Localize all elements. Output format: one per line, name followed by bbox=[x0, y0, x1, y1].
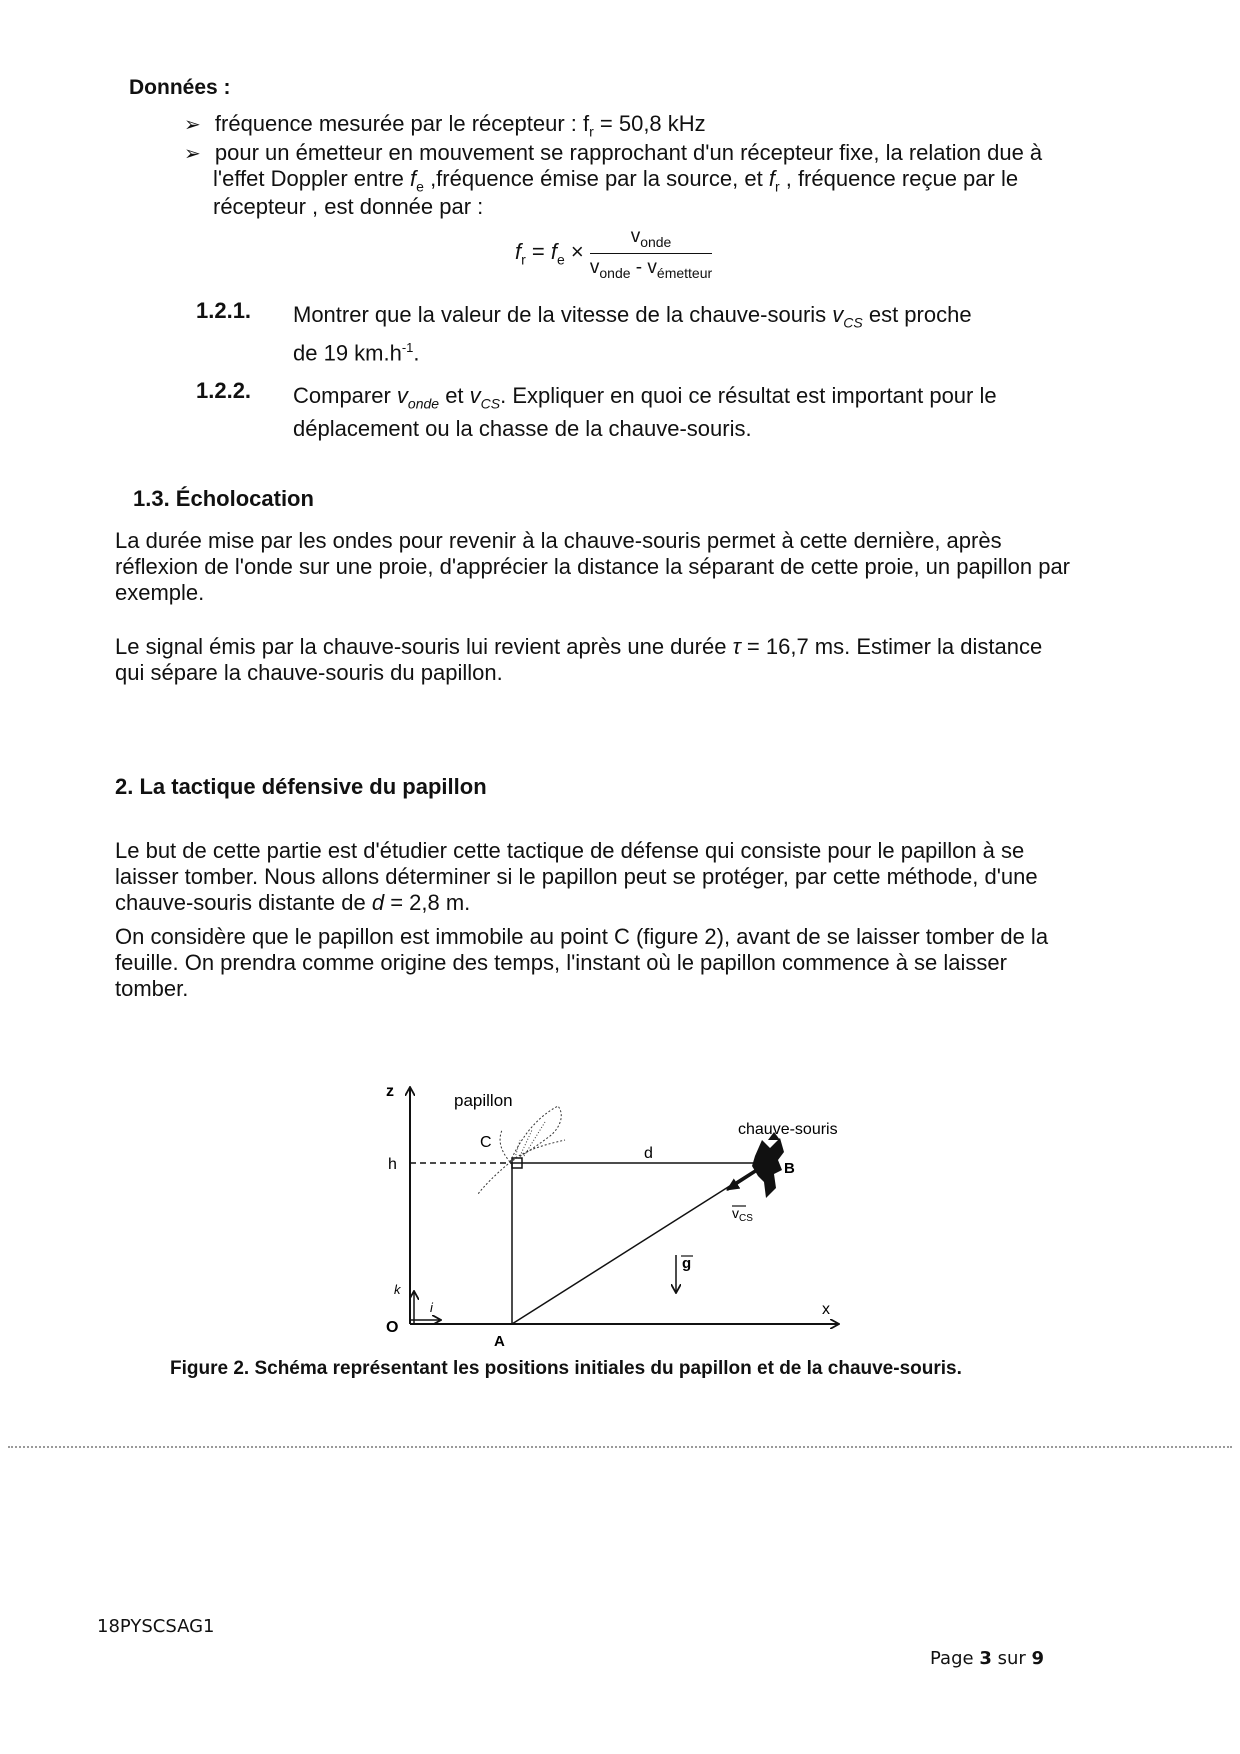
section-13-para-2 bbox=[115, 634, 1125, 686]
label-chauve-souris: chauve-souris bbox=[738, 1121, 838, 1138]
bullet-2-text-a: l'effet Doppler entre bbox=[213, 166, 411, 191]
label-i: i bbox=[430, 1300, 433, 1315]
bullet-2-line-1: pour un émetteur en mouvement se rapprochant d'un récepteur fixe, la relation due à bbox=[214, 140, 1043, 165]
formula-rhs-sub: e bbox=[557, 251, 565, 268]
doppler-formula bbox=[515, 226, 712, 281]
label-g: g bbox=[682, 1255, 692, 1272]
fr-sub: r bbox=[774, 178, 780, 195]
q122-text-c: . Expliquer en quoi ce résultat est important pour le bbox=[500, 383, 997, 408]
s2-p1-line-1: Le but de cette partie est d'étudier cette tactique de défense qui consiste pour le papillon à se bbox=[115, 838, 1025, 863]
label-d: d bbox=[644, 1145, 653, 1162]
footer-page-mid: sur bbox=[991, 1648, 1032, 1669]
bullet-2-line-3: récepteur , est donnée par : bbox=[213, 194, 484, 220]
section-2-para-1 bbox=[115, 838, 1120, 916]
formula-denominator bbox=[590, 254, 712, 281]
figure-2-caption: Figure 2. Schéma représentant les positions initiales du papillon et de la chauve-souris. bbox=[170, 1358, 962, 1379]
arrow-bullet-icon: ➢ bbox=[184, 141, 201, 165]
footer-code: 18PYSCSAG1 bbox=[97, 1616, 215, 1637]
s13-p1-line-2: réflexion de l'onde sur une proie, d'apprécier la distance la séparant de cette proie, un papillon par bbox=[115, 554, 1071, 579]
s13-p1-line-1: La durée mise par les ondes pour revenir à la chauve-souris permet à cette dernière, après bbox=[115, 528, 1002, 553]
label-vcs-sub: CS bbox=[739, 1213, 753, 1224]
figure-2-diagram bbox=[360, 1070, 880, 1350]
bullet-2-text-b: ,fréquence émise par la source, et bbox=[423, 166, 769, 191]
bullet-1-text: fréquence mesurée par le récepteur : f bbox=[214, 111, 590, 136]
q122-text-b: et bbox=[439, 383, 470, 408]
bullet-2-line-2 bbox=[213, 166, 1134, 194]
donnees-title: Données : bbox=[129, 76, 231, 99]
s13-p2-line-2: qui sépare la chauve-souris du papillon. bbox=[115, 660, 503, 685]
s13-p2-text-b: = 16,7 ms. Estimer la distance bbox=[740, 634, 1043, 659]
den-v1: v bbox=[589, 256, 600, 278]
q122-v2: v bbox=[469, 383, 481, 408]
q121-line-2 bbox=[293, 335, 1128, 366]
q122-line-2: déplacement ou la chasse de la chauve-souris. bbox=[293, 416, 752, 442]
q121-line-2-end: . bbox=[413, 340, 420, 366]
line-a-b bbox=[512, 1170, 755, 1324]
q121-v-sub: CS bbox=[843, 314, 863, 331]
q121-text-b: est proche bbox=[862, 302, 972, 327]
bullet-2 bbox=[184, 140, 1134, 220]
footer-page-num: 3 bbox=[979, 1648, 992, 1669]
bullet-1 bbox=[184, 111, 706, 139]
formula-lhs-f: f bbox=[515, 239, 522, 265]
label-papillon: papillon bbox=[454, 1091, 513, 1110]
q122-v2-sub: CS bbox=[480, 395, 501, 412]
fe-sub: e bbox=[416, 178, 424, 195]
formula-lhs-sub: r bbox=[521, 251, 526, 268]
q121-v: v bbox=[832, 302, 844, 327]
q121-sup: -1 bbox=[401, 340, 414, 356]
label-x: x bbox=[822, 1301, 830, 1318]
section-2-title: 2. La tactique défensive du papillon bbox=[115, 774, 487, 799]
label-vcs bbox=[732, 1205, 753, 1224]
tau-symbol: τ bbox=[732, 634, 741, 659]
q122-line-1 bbox=[293, 383, 1128, 416]
q121-text-a: Montrer que la valeur de la vitesse de la chauve-souris bbox=[293, 302, 833, 327]
label-a: A bbox=[494, 1333, 505, 1350]
q121-line-2-text: de 19 km.h bbox=[293, 340, 402, 366]
num-v: v bbox=[630, 226, 641, 247]
label-vcs-v: v bbox=[732, 1205, 739, 1221]
formula-fraction bbox=[590, 226, 712, 281]
fr-symbol: f bbox=[768, 166, 775, 191]
s2-p1-text-a: chauve-souris distante de bbox=[115, 890, 372, 915]
q121-text bbox=[293, 302, 1128, 367]
formula-times: × bbox=[564, 239, 590, 265]
q122-v1: v bbox=[396, 383, 408, 408]
s2-p1-text-b: = 2,8 m. bbox=[384, 890, 471, 915]
section-13-para-1 bbox=[115, 528, 1125, 606]
den-minus: - bbox=[630, 256, 648, 278]
footer-page-total: 9 bbox=[1031, 1648, 1045, 1669]
footer-page-prefix: Page bbox=[930, 1648, 980, 1669]
bullet-2-text-c: , fréquence reçue par le bbox=[779, 166, 1019, 191]
label-z: z bbox=[386, 1083, 394, 1100]
vcs-vector bbox=[727, 1170, 758, 1190]
s13-p2-line-1 bbox=[115, 634, 1125, 660]
bullet-1-sub: r bbox=[589, 123, 594, 140]
label-b: B bbox=[784, 1160, 795, 1177]
section-13-title: 1.3. Écholocation bbox=[133, 486, 314, 511]
q122-number: 1.2.2. bbox=[196, 378, 252, 403]
label-c: C bbox=[480, 1134, 492, 1151]
label-k: k bbox=[394, 1282, 401, 1297]
q122-v1-sub: onde bbox=[407, 395, 440, 412]
s2-p2-line-1: On considère que le papillon est immobile au point C (figure 2), avant de se laisser tomber de la bbox=[115, 924, 1049, 949]
footer-page bbox=[930, 1648, 1044, 1669]
d-symbol: d bbox=[371, 890, 385, 915]
dotted-separator bbox=[8, 1446, 1232, 1448]
label-h: h bbox=[388, 1156, 397, 1173]
den-sub1: onde bbox=[599, 264, 631, 281]
den-sub2: émetteur bbox=[656, 264, 713, 281]
den-v2: v bbox=[647, 256, 657, 278]
q121-number: 1.2.1. bbox=[196, 298, 252, 323]
formula-eq: = bbox=[525, 239, 551, 265]
chauve-souris-silhouette bbox=[752, 1132, 784, 1198]
label-o: O bbox=[386, 1319, 399, 1336]
formula-rhs-f: f bbox=[550, 239, 557, 265]
q122-text-a: Comparer bbox=[293, 383, 397, 408]
fe-symbol: f bbox=[410, 166, 417, 191]
s13-p2-text-a: Le signal émis par la chauve-souris lui revient après une durée bbox=[115, 634, 733, 659]
q122-text bbox=[293, 383, 1128, 442]
s2-p2-line-3: tomber. bbox=[115, 976, 189, 1001]
q121-line-1 bbox=[293, 302, 1128, 335]
s2-p1-line-2: laisser tomber. Nous allons déterminer si le papillon peut se protéger, par cette méthode, d'une bbox=[115, 864, 1038, 889]
s13-p1-line-3: exemple. bbox=[115, 580, 205, 605]
num-sub: onde bbox=[640, 233, 672, 250]
section-2-para-2 bbox=[115, 924, 1120, 1002]
s2-p2-line-2: feuille. On prendra comme origine des temps, l'instant où le papillon commence à se laisser bbox=[115, 950, 1007, 975]
s2-p1-line-3 bbox=[115, 890, 1120, 916]
formula-numerator bbox=[590, 226, 712, 254]
arrow-bullet-icon: ➢ bbox=[184, 112, 201, 136]
bullet-1-value: = 50,8 kHz bbox=[593, 111, 706, 136]
